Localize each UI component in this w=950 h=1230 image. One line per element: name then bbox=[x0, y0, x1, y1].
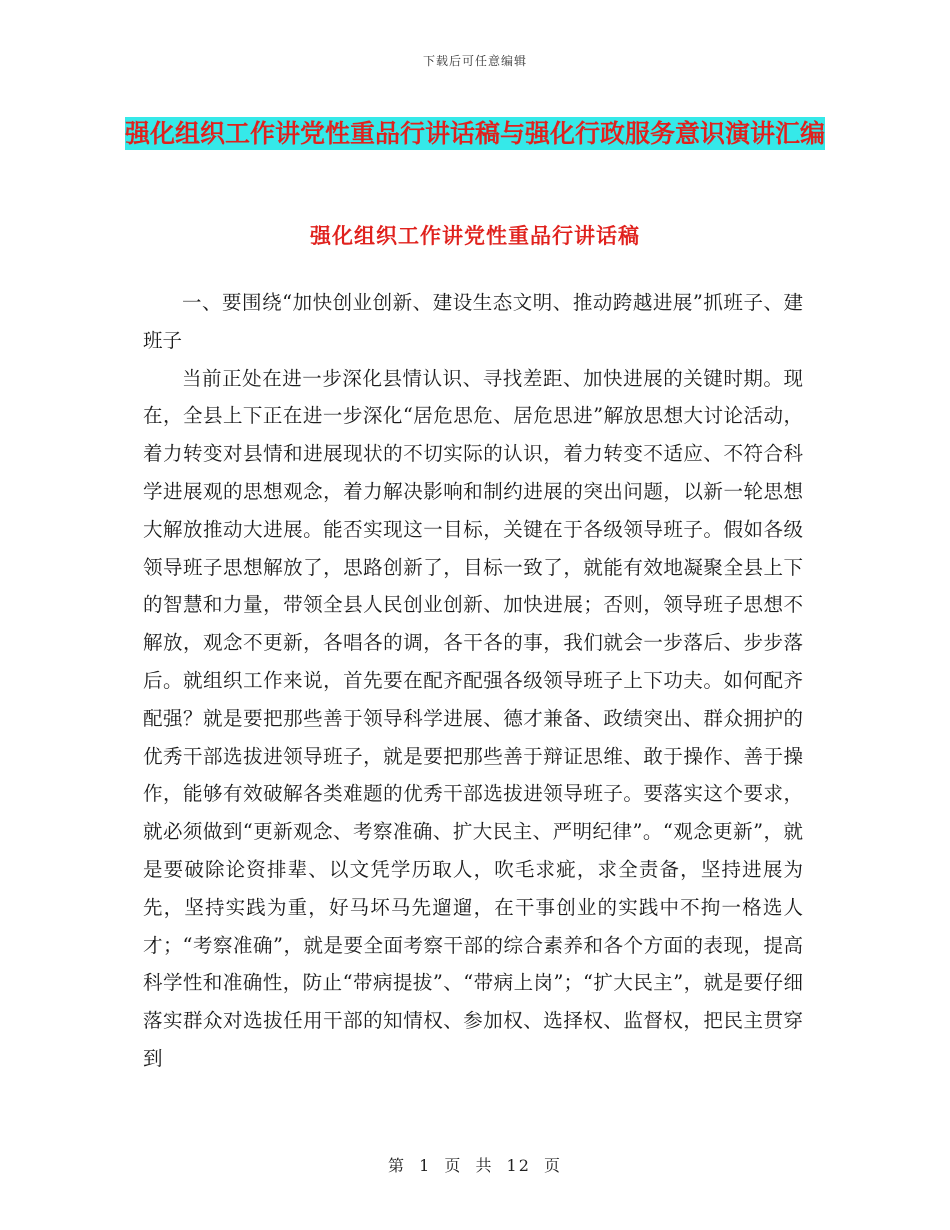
paragraph-body: 当前正处在进一步深化县情认识、寻找差距、加快进展的关键时期。现在，全县上下正在进一步深化“居危思危、居危思进”解放思想大讨论活动，着力转变对县情和进展现状的不切实际的认识，着力转变不适应、不符合科学进展观的思想观念，着力解决影响和制约进展的突出问题，以新一轮思想大解放推动大进展。能否实现这一目标，关键在于各级领导班子。假如各级领导班子思想解放了，思路创新了，目标一致了，就能有效地凝聚全县上下的智慧和力量，带领全县人民创业创新、加快进展；否则，领导班子思想不解放，观念不更新，各唱各的调，各干各的事，我们就会一步落后、步步落后。就组织工作来说，首先要在配齐配强各级领导班子上下功夫。如何配齐配强？就是要把那些善于领导科学进展、德才兼备、政绩突出、群众拥护的优秀干部选拔进领导班子，就是要把那些善于辩证思维、敢于操作、善于操作，能够有效破解各类难题的优秀干部选拔进领导班子。要落实这个要求，就必须做到“更新观念、考察准确、扩大民主、严明纪律”。“观念更新”，就是要破除论资排辈、以文凭学历取人，吹毛求疵，求全责备，坚持进展为先，坚持实践为重，好马坏马先遛遛，在干事创业的实践中不拘一格选人才；“考察准确”，就是要全面考察干部的综合素养和各个方面的表现，提高科学性和准确性，防止“带病提拔”、“带病上岗”；“扩大民主”，就是要仔细落实群众对选拔任用干部的知情权、参加权、选择权、监督权，把民主贯穿到 bbox=[143, 366, 803, 1070]
paragraph-heading: 一、要围绕“加快创业创新、建设生态文明、推动跨越进展”抓班子、建班子 bbox=[143, 291, 803, 352]
section-title: 强化组织工作讲党性重品行讲话稿 bbox=[310, 223, 640, 248]
page-footer-number: 第 1 页 共 12 页 bbox=[388, 1156, 562, 1175]
main-title-highlight: 强化组织工作讲党性重品行讲话稿与强化行政服务意识演讲汇编 bbox=[124, 119, 825, 148]
body-text bbox=[143, 284, 803, 1078]
page-header-note: 下载后可任意编辑 bbox=[422, 54, 527, 68]
document-main-title bbox=[120, 108, 830, 160]
